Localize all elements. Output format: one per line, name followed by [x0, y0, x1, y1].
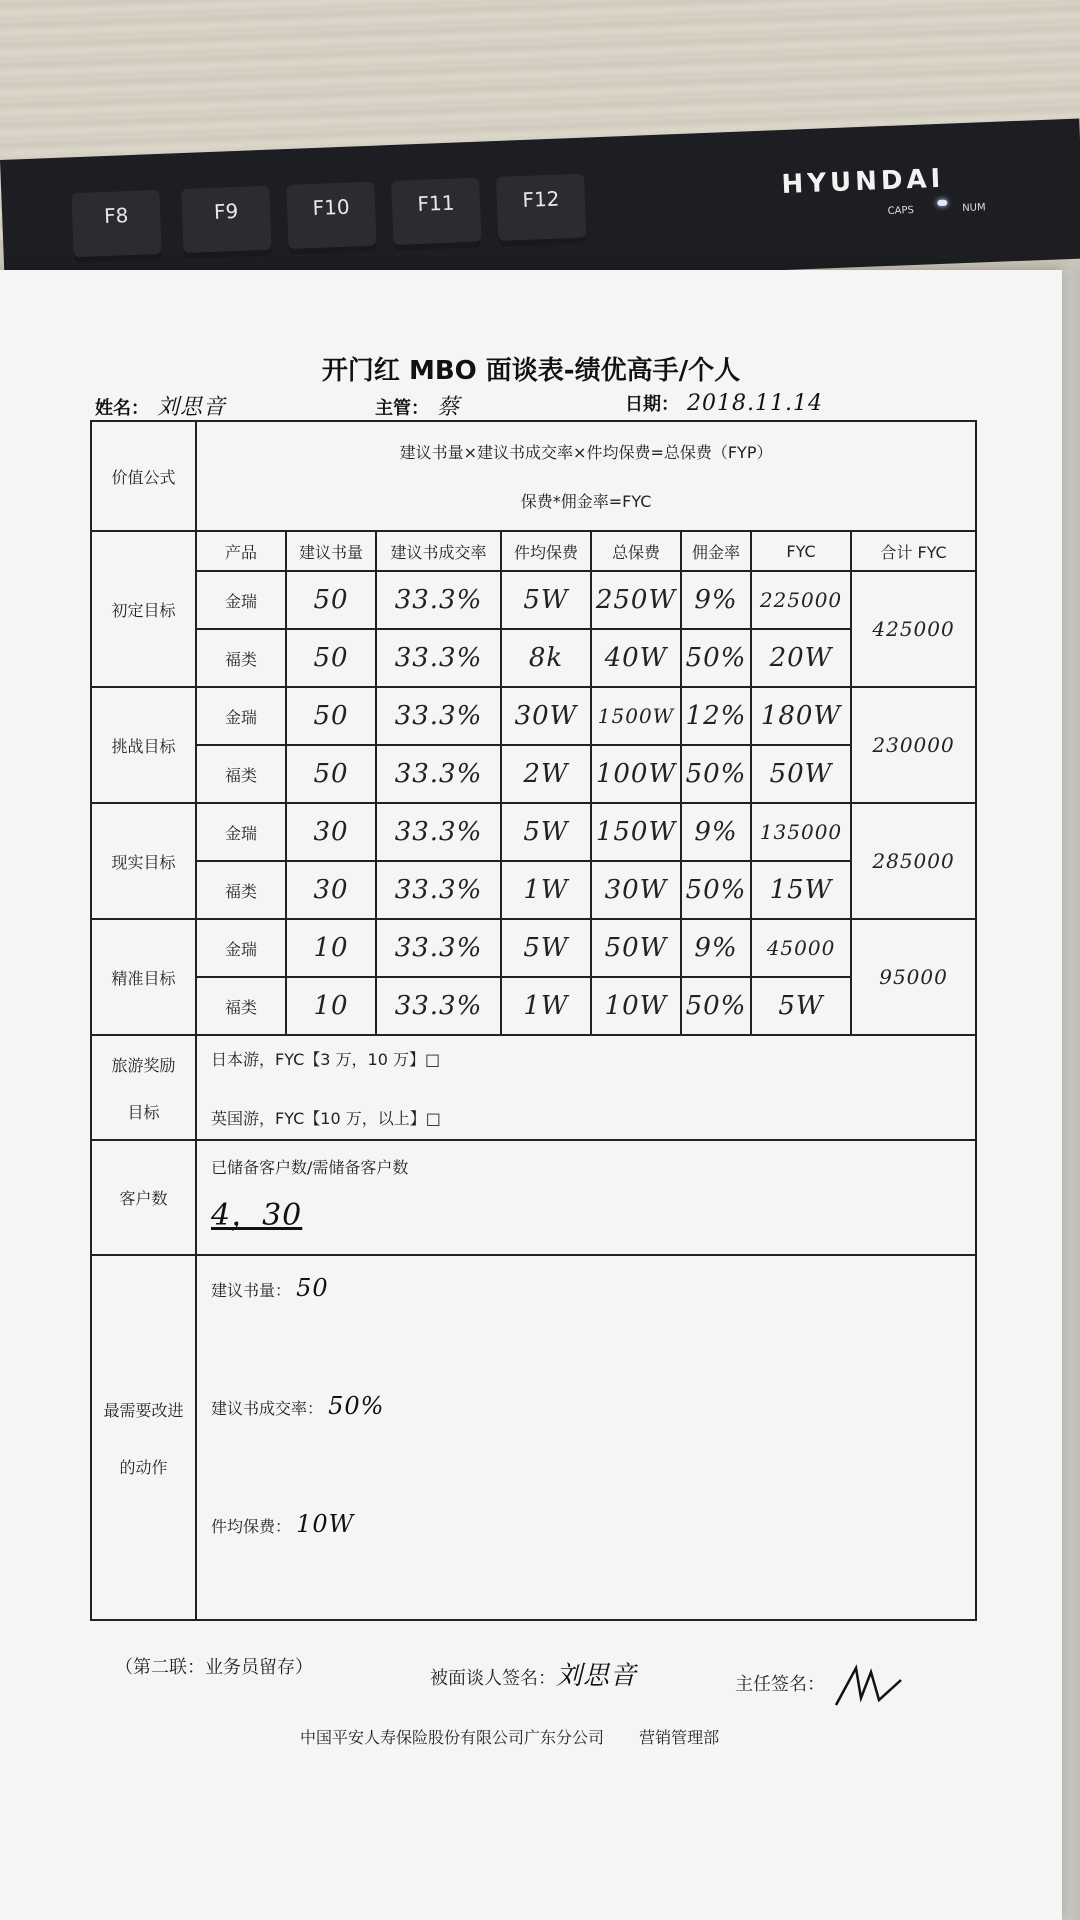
travel-label-2: 目标	[127, 1102, 160, 1122]
product-cell: 金瑞	[196, 571, 286, 629]
qty-cell: 50	[286, 687, 376, 745]
supervisor-label: 主管：	[375, 398, 429, 419]
header-comm: 佣金率	[681, 531, 751, 571]
fyp-cell: 1500W	[591, 687, 681, 745]
avg-cell: 30W	[501, 687, 591, 745]
improve-label-2: 的动作	[119, 1457, 168, 1477]
improve-label-1: 最需要改进	[103, 1400, 184, 1420]
rate-cell: 33.3%	[376, 803, 501, 861]
rate-cell: 33.3%	[376, 571, 501, 629]
form-paper	[0, 270, 1062, 1920]
rate-cell: 33.3%	[376, 977, 501, 1035]
interviewee-sig: 刘思音	[556, 1661, 638, 1691]
date-value: 2018.11.14	[687, 391, 823, 416]
key-f11: F11	[391, 178, 482, 251]
group-label: 初定目标	[91, 531, 196, 687]
company-name: 中国平安人寿保险股份有限公司广东分公司	[300, 1728, 605, 1747]
formula-line-1: 建议书量×建议书成交率×件均保费=总保费（FYP）	[399, 443, 773, 462]
fyp-cell: 50W	[591, 919, 681, 977]
fyc-cell: 15W	[751, 861, 851, 919]
interviewee-label: 被面谈人签名：	[430, 1668, 556, 1689]
improve-cell	[196, 1255, 976, 1620]
qty-cell: 50	[286, 629, 376, 687]
product-cell: 金瑞	[196, 687, 286, 745]
key-f9: F9	[181, 186, 272, 259]
comm-cell: 9%	[681, 803, 751, 861]
keyboard-indicators	[792, 201, 1009, 220]
avg-cell: 5W	[501, 803, 591, 861]
improve-item	[211, 1392, 975, 1510]
indicator-label: NUM	[962, 202, 986, 215]
rate-cell: 33.3%	[376, 745, 501, 803]
fyc-cell: 180W	[751, 687, 851, 745]
qty-cell: 30	[286, 803, 376, 861]
director-signature-scribble	[831, 1660, 911, 1710]
improve-item-label: 建议书成交率：	[211, 1399, 324, 1418]
fyc-cell: 50W	[751, 745, 851, 803]
header-total: 合计 FYC	[851, 531, 976, 571]
fyc-cell: 225000	[751, 571, 851, 629]
improve-item	[211, 1274, 975, 1392]
name-field	[95, 390, 226, 421]
indicator-label: CAPS	[887, 204, 915, 217]
supervisor-value: 蔡	[437, 395, 461, 420]
clients-cell	[196, 1140, 976, 1255]
keyboard-brand: HYUNDAI	[780, 163, 945, 201]
name-label: 姓名：	[95, 398, 149, 419]
qty-cell: 10	[286, 977, 376, 1035]
product-cell: 金瑞	[196, 803, 286, 861]
avg-cell: 2W	[501, 745, 591, 803]
fyc-cell: 20W	[751, 629, 851, 687]
product-cell: 福类	[196, 629, 286, 687]
avg-cell: 5W	[501, 571, 591, 629]
comm-cell: 50%	[681, 861, 751, 919]
comm-cell: 50%	[681, 745, 751, 803]
product-cell: 福类	[196, 977, 286, 1035]
header-product: 产品	[196, 531, 286, 571]
comm-cell: 50%	[681, 629, 751, 687]
product-cell: 福类	[196, 861, 286, 919]
fyp-cell: 250W	[591, 571, 681, 629]
fyc-cell: 5W	[751, 977, 851, 1035]
total-fyc-cell: 285000	[851, 803, 976, 919]
fyp-cell: 30W	[591, 861, 681, 919]
improve-item-label: 件均保费：	[211, 1517, 292, 1536]
director-signature	[735, 1660, 911, 1710]
group-label: 精准目标	[91, 919, 196, 1035]
travel-label-cell	[91, 1035, 196, 1140]
rate-cell: 33.3%	[376, 629, 501, 687]
avg-cell: 5W	[501, 919, 591, 977]
formula-cell	[196, 421, 976, 531]
clients-label: 客户数	[91, 1140, 196, 1255]
supervisor-field	[375, 390, 460, 421]
travel-options-cell	[196, 1035, 976, 1140]
header-fyp: 总保费	[591, 531, 681, 571]
formula-label: 价值公式	[91, 421, 196, 531]
key-f10: F10	[286, 182, 377, 255]
director-label: 主任签名：	[735, 1674, 825, 1695]
travel-option-uk: 英国游，FYC【10 万，以上】□	[211, 1108, 441, 1128]
avg-cell: 8k	[501, 629, 591, 687]
fyp-cell: 10W	[591, 977, 681, 1035]
comm-cell: 50%	[681, 977, 751, 1035]
mbo-table	[90, 420, 977, 1621]
qty-cell: 30	[286, 861, 376, 919]
travel-label-1: 旅游奖励	[111, 1055, 176, 1075]
qty-cell: 50	[286, 571, 376, 629]
fyp-cell: 40W	[591, 629, 681, 687]
indicator-label	[793, 215, 863, 218]
improve-item	[211, 1510, 975, 1538]
total-fyc-cell: 230000	[851, 687, 976, 803]
improve-item-label: 建议书量：	[211, 1281, 292, 1300]
fyc-cell: 45000	[751, 919, 851, 977]
header-fyc: FYC	[751, 531, 851, 571]
key-f8: F8	[71, 190, 162, 263]
header-qty: 建议书量	[286, 531, 376, 571]
product-cell: 福类	[196, 745, 286, 803]
improve-item-value: 50%	[328, 1392, 385, 1420]
improve-label-cell	[91, 1255, 196, 1620]
product-cell: 金瑞	[196, 919, 286, 977]
copy-note: （第二联：业务员留存）	[115, 1657, 313, 1678]
header-avg: 件均保费	[501, 531, 591, 571]
improve-item-value: 10W	[296, 1510, 355, 1538]
comm-cell: 9%	[681, 571, 751, 629]
formula-line-2: 保费*佣金率=FYC	[520, 492, 652, 511]
rate-cell: 33.3%	[376, 919, 501, 977]
qty-cell: 10	[286, 919, 376, 977]
num-led	[937, 200, 947, 206]
rate-cell: 33.3%	[376, 687, 501, 745]
avg-cell: 1W	[501, 861, 591, 919]
comm-cell: 12%	[681, 687, 751, 745]
group-label: 现实目标	[91, 803, 196, 919]
key-f12: F12	[496, 174, 587, 247]
name-value: 刘思音	[157, 395, 227, 420]
improve-item-value: 50	[296, 1274, 329, 1302]
comm-cell: 9%	[681, 919, 751, 977]
rate-cell: 33.3%	[376, 861, 501, 919]
form-title: 开门红 MBO 面谈表-绩优高手/个人	[321, 356, 741, 386]
travel-option-japan: 日本游，FYC【3 万，10 万】□	[211, 1049, 441, 1069]
date-field	[625, 390, 823, 416]
avg-cell: 1W	[501, 977, 591, 1035]
group-label: 挑战目标	[91, 687, 196, 803]
total-fyc-cell: 425000	[851, 571, 976, 687]
total-fyc-cell: 95000	[851, 919, 976, 1035]
header-rate: 建议书成交率	[376, 531, 501, 571]
clients-value: 4，30	[211, 1198, 303, 1233]
fyp-cell: 150W	[591, 803, 681, 861]
fyc-cell: 135000	[751, 803, 851, 861]
interviewee-signature	[430, 1655, 637, 1692]
clients-caption: 已储备客户数/需储备客户数	[211, 1158, 409, 1177]
qty-cell: 50	[286, 745, 376, 803]
date-label: 日期：	[625, 394, 679, 415]
company-footer	[300, 1725, 719, 1748]
fyp-cell: 100W	[591, 745, 681, 803]
department-name: 营销管理部	[639, 1728, 720, 1747]
